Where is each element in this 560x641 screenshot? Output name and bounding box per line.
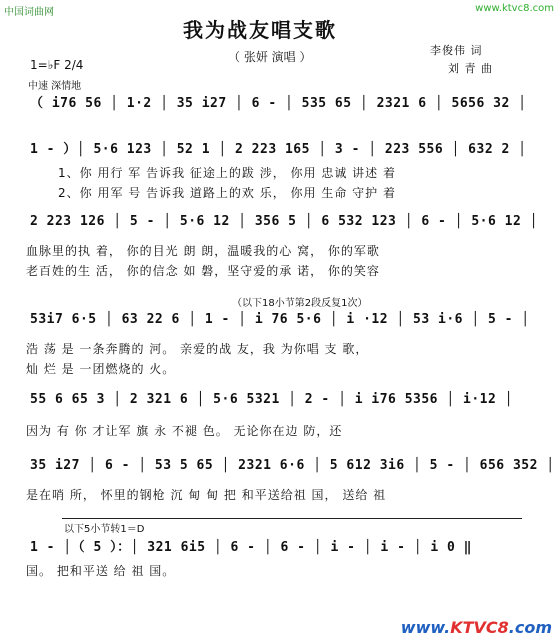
notation-row-2: 1 - ）│ 5·6 123 │ 52 1 │ 2 223 165 │ 3 - │ 223 556 │ 632 2 │ xyxy=(30,142,527,157)
tempo-marking: 中速 深情地 xyxy=(28,81,82,92)
lyric-line: 是在哨 所， 怀里的钢枪 沉 甸 甸 把 和平送给祖 国， 送给 祖 xyxy=(26,488,387,502)
lyric-line: 1、你 用行 军 告诉我 征途上的跋 涉， 你用 忠诚 讲述 着 xyxy=(58,166,396,180)
notation-row-6: 35 i27 │ 6 - │ 53 5 65 │ 2321 6·6 │ 5 612 3i6 │ 5 - │ 656 352 │ xyxy=(30,458,555,473)
lyric-line: 灿 烂 是 一团燃烧的 火。 xyxy=(26,362,176,376)
lyricist-credit: 李俊伟 词 xyxy=(430,44,483,57)
notation-row-5: 55 6 65 3 │ 2 321 6 │ 5·6 5321 │ 2 - │ i i76 5356 │ i·12 │ xyxy=(30,392,513,407)
watermark-right: www.ktvc8.com xyxy=(475,3,554,14)
song-title: 我为战友唱支歌 xyxy=(183,18,337,42)
site-logo xyxy=(401,618,552,637)
lyric-line: 因为 有 你 才让军 旗 永 不褪 色。 无论你在边 防，还 xyxy=(26,424,343,438)
notation-row-4: 53i7 6·5 │ 63 22 6 │ 1 - │ i 76 5·6 │ i ·12 │ 53 i·6 │ 5 - │ xyxy=(30,312,530,327)
notation-row-3: 2 223 126 │ 5 - │ 5·6 12 │ 356 5 │ 6 532 123 │ 6 - │ 5·6 12 │ xyxy=(30,214,538,229)
lyric-line: 国。 把和平送 给 祖 国。 xyxy=(26,564,176,578)
singer-credit: （ 张妍 演唱 ） xyxy=(228,50,312,64)
watermark-left: 中国词曲网 xyxy=(4,7,54,18)
lyric-line: 血脉里的执 着， 你的目光 朗 朗，温暖我的心 窝， 你的军歌 xyxy=(26,244,380,258)
lyric-line: 老百姓的生 活， 你的信念 如 磐，坚守爱的承 诺， 你的笑容 xyxy=(26,264,380,278)
modulation-note: 以下5小节转1＝D xyxy=(64,524,145,535)
notation-row-7: 1 - │（ 5 ）：│ 321 6i5 │ 6 - │ 6 - │ i - │ i - │ i 0 ‖ xyxy=(30,540,473,555)
logo-brand: KTVC8 xyxy=(450,618,509,637)
repeat-note: （以下18小节第2段反复1次） xyxy=(232,298,368,309)
lyric-line: 2、你 用军 号 告诉我 道路上的欢 乐， 你用 生命 守护 着 xyxy=(58,186,396,200)
composer-credit: 刘 青 曲 xyxy=(448,62,493,75)
notation-row-1: （ i76 56 │ 1·2 │ 35 i27 │ 6 - │ 535 65 │ 2321 6 │ 5656 32 │ xyxy=(30,96,527,111)
logo-suffix: .com xyxy=(508,618,552,637)
lyric-line: 浩 荡 是 一条奔腾的 河。 亲爱的战 友，我 为你唱 支 歌， xyxy=(26,342,369,356)
logo-prefix: www. xyxy=(400,618,451,637)
key-signature: 1=♭F 2/4 xyxy=(30,58,84,72)
volta-bracket xyxy=(62,518,522,519)
